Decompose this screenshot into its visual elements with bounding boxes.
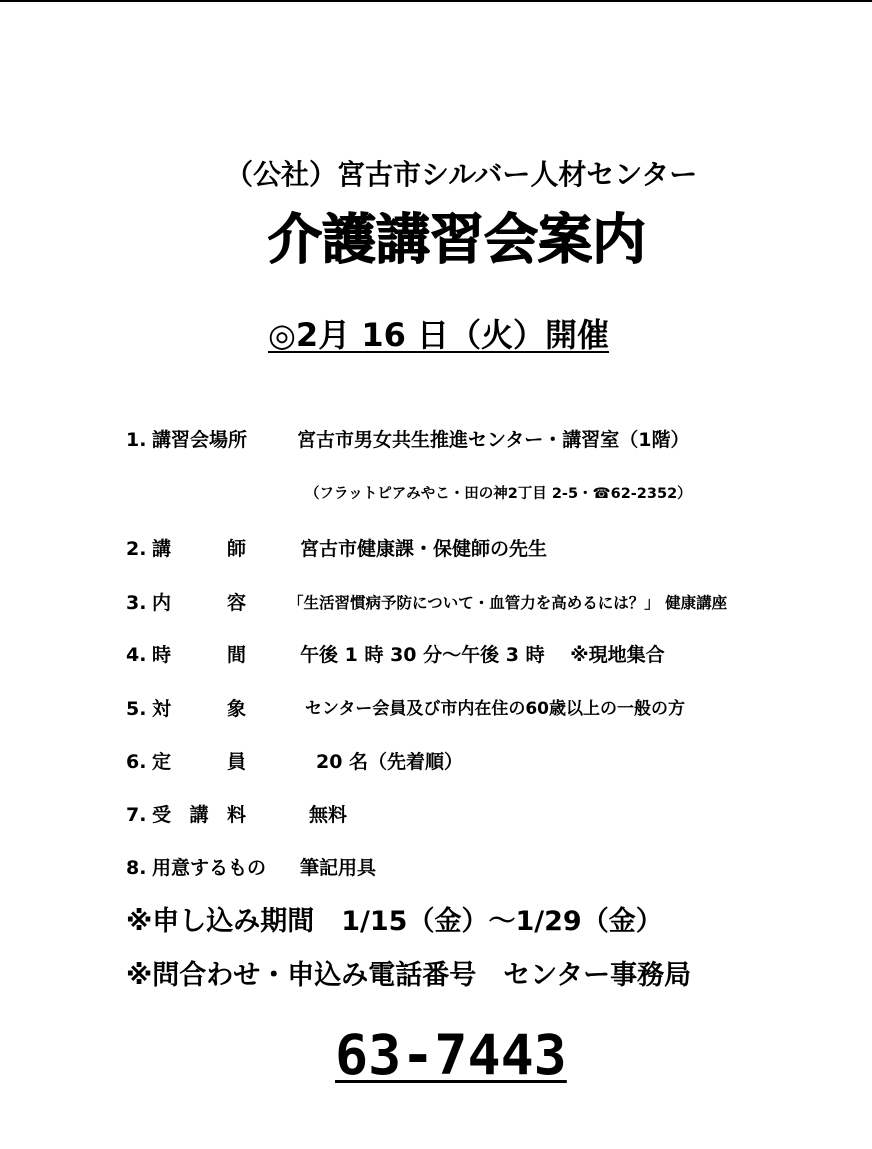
- item-number: 3.: [126, 592, 147, 614]
- item-number: 6.: [126, 751, 147, 773]
- item-number: 5.: [126, 698, 147, 720]
- info-row-venue: [0, 427, 872, 453]
- info-row-lecturer: [0, 536, 872, 562]
- item-label: 対 象: [152, 698, 246, 720]
- item-label: 内 容: [152, 592, 246, 614]
- organization-name: （公社）宮古市シルバー人材センター: [225, 158, 698, 191]
- item-number: 8.: [126, 857, 147, 879]
- info-row-things-to-bring: [0, 855, 872, 881]
- top-border-line: [0, 0, 872, 2]
- item-value: 無料: [309, 804, 348, 826]
- info-row-time: [0, 642, 872, 668]
- contact-info: ※問合わせ・申込み電話番号 センター事務局: [126, 960, 692, 991]
- page-title: 介護講習会案内: [268, 208, 646, 271]
- info-row-target: [0, 696, 872, 722]
- application-period: ※申し込み期間 1/15（金）～1/29（金）: [126, 906, 663, 937]
- item-value: 20 名（先着順）: [316, 751, 464, 773]
- item-label: 講習会場所: [152, 429, 248, 451]
- item-number: 7.: [126, 804, 147, 826]
- info-row-fee: [0, 802, 872, 828]
- item-number: 2.: [126, 538, 147, 560]
- item-value: センター会員及び市内在住の60歳以上の一般の方: [305, 699, 685, 719]
- venue-address-note: （フラットピアみやこ・田の神2丁目 2-5・☎62-2352）: [305, 486, 692, 502]
- item-label: 定 員: [152, 751, 246, 773]
- item-value: 「生活習慣病予防について・血管力を高めるには？」 健康講座: [288, 594, 728, 612]
- item-label: 時 間: [152, 644, 246, 666]
- item-number: 4.: [126, 644, 147, 666]
- item-value: 午後 1 時 30 分～午後 3 時 ※現地集合: [300, 644, 665, 666]
- info-row-capacity: [0, 749, 872, 775]
- info-row-content: [0, 590, 872, 616]
- item-value: 筆記用具: [300, 857, 377, 879]
- item-label: 受 講 料: [152, 804, 246, 826]
- item-label: 用意するもの: [152, 857, 267, 879]
- item-value: 宮古市健康課・保健師の先生: [300, 538, 548, 560]
- item-label: 講 師: [152, 538, 246, 560]
- event-date: ◎2月 16 日（火）開催: [268, 316, 610, 354]
- item-number: 1.: [126, 429, 147, 451]
- item-value: 宮古市男女共生推進センター・講習室（1階）: [297, 429, 690, 451]
- phone-number: 63-7443: [335, 1023, 567, 1087]
